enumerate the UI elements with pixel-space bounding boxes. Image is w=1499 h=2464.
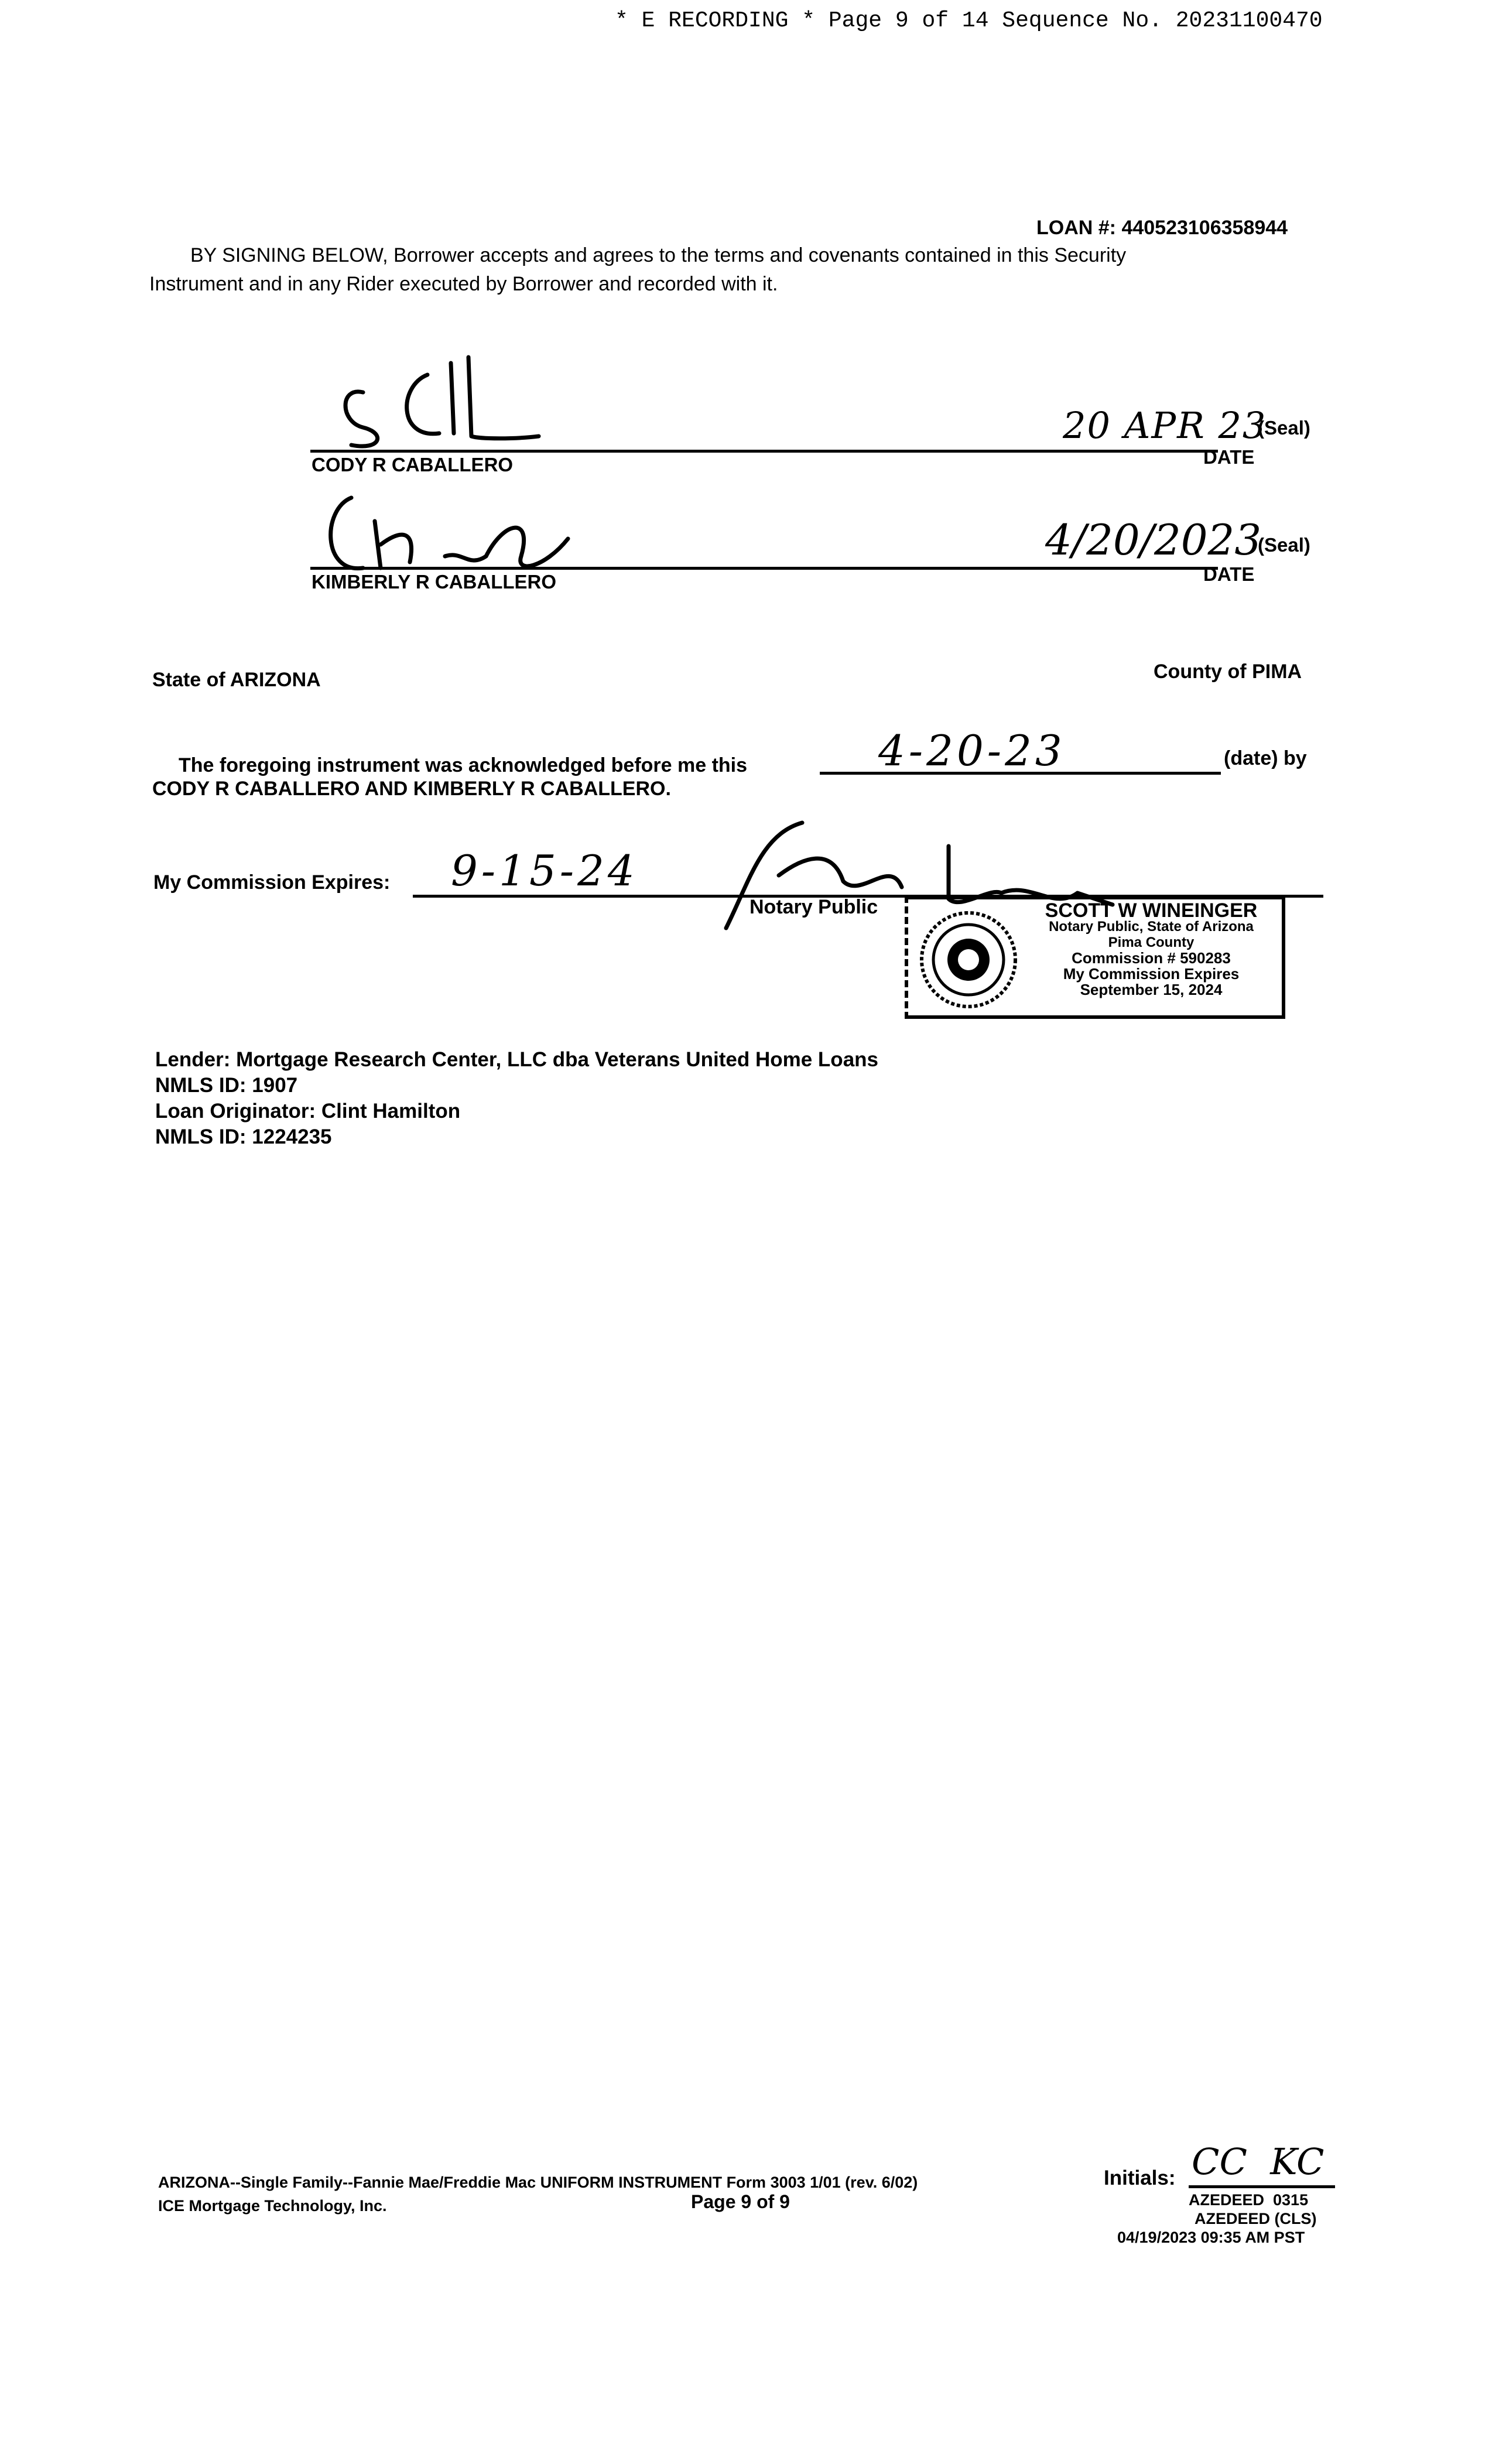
date-label-1: DATE bbox=[1203, 446, 1255, 468]
stamp-line-5: My Commission Expires bbox=[1063, 965, 1240, 983]
commission-date-handwritten: 9-15-24 bbox=[451, 846, 638, 895]
form-code-1: AZEDEED 0315 bbox=[1189, 2191, 1309, 2209]
ack-date-handwritten: 4-20-23 bbox=[878, 726, 1066, 775]
page-number: Page 9 of 9 bbox=[691, 2191, 790, 2212]
form-code-2: AZEDEED (CLS) bbox=[1195, 2210, 1317, 2227]
stamp-text-block bbox=[1025, 899, 1277, 998]
ack-date-suffix: (date) by bbox=[1224, 747, 1307, 769]
stamp-line-4: Commission # 590283 bbox=[1072, 949, 1231, 967]
lender-line-2: NMLS ID: 1907 bbox=[155, 1074, 298, 1097]
signature-cody bbox=[328, 351, 574, 457]
signature-line-1 bbox=[310, 450, 1218, 453]
stamp-notary-name: SCOTT W WINEINGER bbox=[1045, 899, 1258, 922]
signer-name-2: KIMBERLY R CABALLERO bbox=[312, 571, 557, 593]
signature-kimberly bbox=[310, 486, 591, 580]
commission-label: My Commission Expires: bbox=[153, 871, 391, 894]
seal-label-2: (Seal) bbox=[1258, 534, 1310, 556]
acknowledged-names: CODY R CABALLERO AND KIMBERLY R CABALLERO. bbox=[152, 778, 671, 800]
date-label-2: DATE bbox=[1203, 563, 1255, 585]
lender-info bbox=[155, 1047, 878, 1150]
signature-line-2 bbox=[310, 567, 1218, 570]
arizona-seal-icon bbox=[919, 910, 1018, 1009]
lender-line-4: NMLS ID: 1224235 bbox=[155, 1125, 332, 1148]
intro-line-2: Instrument and in any Rider executed by Borrower and recorded with it. bbox=[149, 273, 778, 295]
lender-line-3: Loan Originator: Clint Hamilton bbox=[155, 1100, 461, 1123]
county-label: County of PIMA bbox=[1154, 661, 1302, 683]
notary-stamp bbox=[905, 896, 1285, 1019]
lender-line-1: Lender: Mortgage Research Center, LLC dba Veterans United Home Loans bbox=[155, 1048, 878, 1071]
acknowledgment-text: The foregoing instrument was acknowledged before me this bbox=[179, 754, 748, 776]
intro-line-1: BY SIGNING BELOW, Borrower accepts and agrees to the terms and covenants contained in this Security bbox=[190, 244, 1127, 266]
signer-name-1: CODY R CABALLERO bbox=[312, 454, 514, 475]
form-timestamp: 04/19/2023 09:35 AM PST bbox=[1117, 2229, 1305, 2246]
initials-line bbox=[1189, 2185, 1335, 2188]
recording-header: * E RECORDING * Page 9 of 14 Sequence No. 20231100470 bbox=[615, 8, 1323, 33]
stamp-line-6: September 15, 2024 bbox=[1080, 981, 1223, 998]
initials-label: Initials: bbox=[1104, 2167, 1176, 2189]
loan-number: LOAN #: 440523106358944 bbox=[1036, 217, 1288, 239]
seal-label-1: (Seal) bbox=[1258, 417, 1310, 439]
form-line-1: ARIZONA--Single Family--Fannie Mae/Freddie Mac UNIFORM INSTRUMENT Form 3003 1/01 (rev. 6/02) bbox=[158, 2174, 918, 2191]
signed-date-2: 4/20/2023 bbox=[1045, 515, 1262, 564]
intro-paragraph bbox=[149, 241, 1126, 299]
form-line-2: ICE Mortgage Technology, Inc. bbox=[158, 2197, 387, 2215]
stamp-line-2: Notary Public, State of Arizona bbox=[1049, 919, 1254, 935]
stamp-line-3: Pima County bbox=[1108, 935, 1195, 950]
initials-handwritten: CC KC bbox=[1192, 2140, 1325, 2183]
state-label: State of ARIZONA bbox=[152, 669, 321, 691]
signed-date-1: 20 APR 23 bbox=[1063, 404, 1267, 447]
notary-public-label: Notary Public bbox=[750, 896, 878, 918]
